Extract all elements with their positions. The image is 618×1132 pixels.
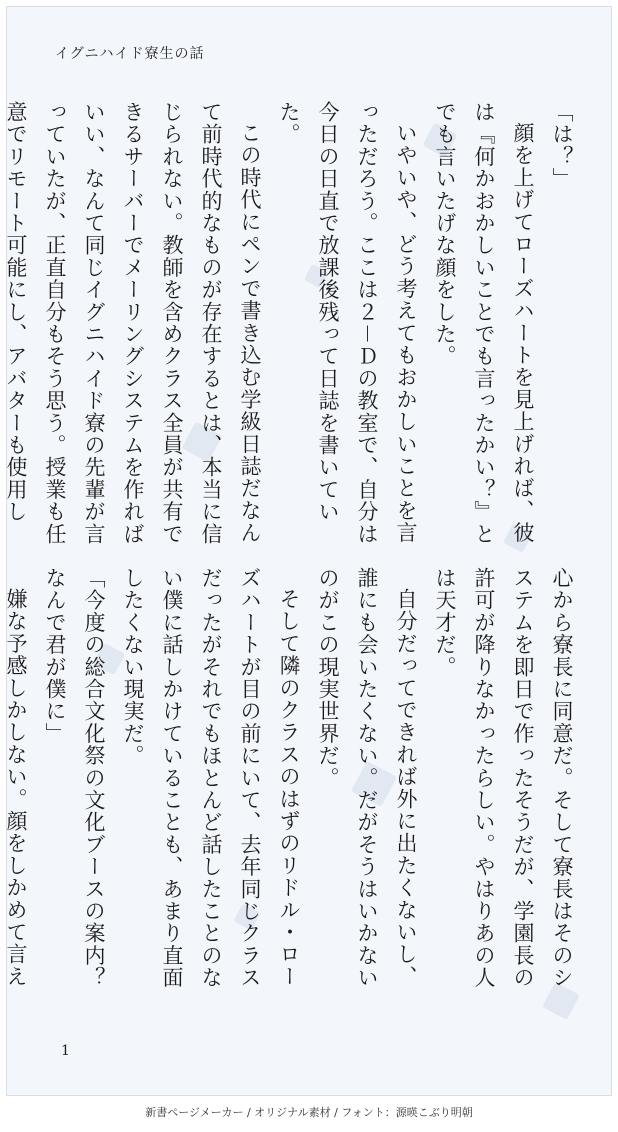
paragraph: そして隣のクラスのはずのリドル・ローズハートが目の前にいて、去年同じクラスだったがそれでもほとんど話したことのない僕に話しかけていることも、あまり直面したくない現実だ。 (121, 567, 301, 989)
paragraph: 「は？」 (550, 101, 574, 190)
text-column-bottom (4, 567, 581, 1012)
credit-line: 新書ページメーカー / オリジナル素材 / フォント：源暎こぶり明朝 (145, 1106, 473, 1119)
paragraph: 嫌な予感しかしない。顔をしかめて言え (4, 588, 28, 988)
paragraph: いやいや、どう考えてもおかしいことを言っただろう。ここは２－Ｄの教室で、自分は今日の日直で放課後残って日誌を書いていた。 (277, 101, 418, 545)
paragraph: この時代にペンで書き込む学級日誌だなんて前時代的なものが存在するとは、本当に信じられない。教師を含めクラス全員が共有できるサーバーでメーリングシステムを作ればいい、なんて同じイグニハイド寮の先輩が言っていたが、正直自分もそう思う。授業も任意でリモート可能にし、アバターも使用し (4, 101, 262, 545)
paragraph: 顔を上げてローズハートを見上げれば、彼は『何かおかしいことでも言ったかい？』とでも言いたげな顔をした。 (433, 101, 535, 545)
paragraph: 自分だってできれば外に出たくないし、誰にも会いたくない。だがそうはいかないのがこの現実世界だ。 (316, 567, 418, 989)
paragraph: 「今度の総合文化祭の文化ブースの案内？ なんで君が僕に」 (43, 567, 106, 1012)
book-title: イグニハイド寮生の話 (55, 46, 205, 62)
book-page (6, 6, 612, 1096)
paragraph: 心から寮長に同意だ。そして寮長はそのシステムを即日で作ったそうだが、学園長の許可が降りなかったらしい。やはりあの人は天才だ。 (433, 567, 574, 989)
page-number: 1 (61, 1043, 70, 1059)
text-column-top (4, 101, 581, 551)
